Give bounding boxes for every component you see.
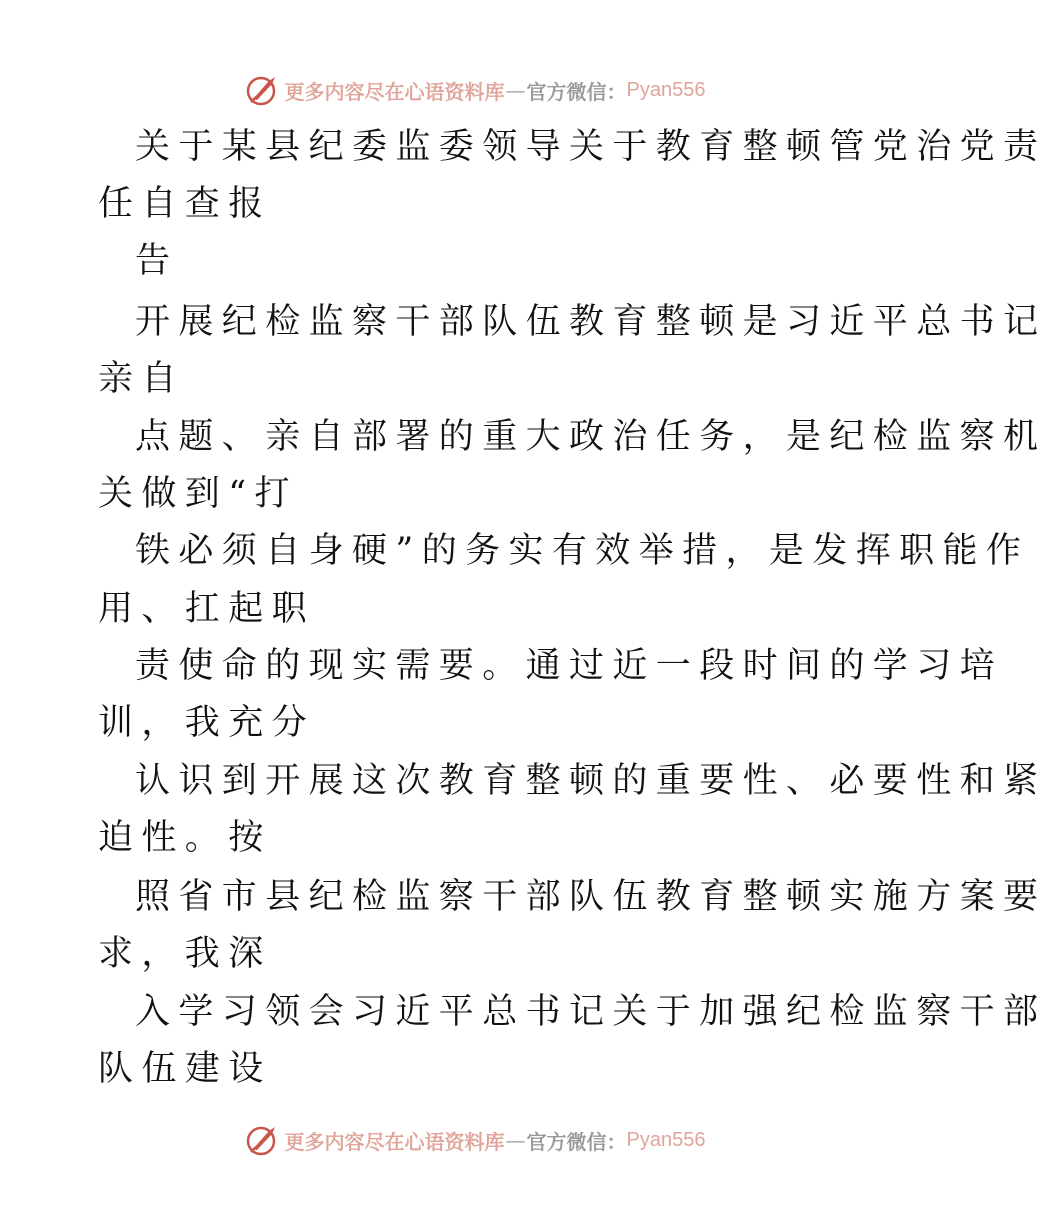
doc-text-line: 训，我充分 (98, 703, 316, 743)
doc-text-line: 入学习领会习近平总书记关于加强纪检监察干部 (135, 992, 1046, 1032)
doc-text-line: 迫性。按 (98, 818, 272, 858)
doc-title-line: 关于某县纪委监委领导关于教育整顿管党治党责 (135, 127, 1046, 167)
watermark-wechat-label: 官方微信： (526, 79, 627, 104)
footer-watermark (0, 1120, 950, 1160)
doc-text-line: 点题、亲自部署的重大政治任务，是纪检监察机 (135, 417, 1046, 457)
doc-text-line: 认识到开展这次教育整顿的重要性、必要性和紧 (135, 761, 1046, 801)
doc-text-line: 关做到“打 (98, 474, 298, 514)
doc-text-line: 用、扛起职 (98, 589, 316, 629)
watermark-wechat-label: 官方微信： (526, 1129, 627, 1154)
watermark-separator: — (505, 78, 526, 102)
quill-pen-circle-icon (245, 1123, 281, 1157)
doc-text-line: 责使命的现实需要。通过近一段时间的学习培 (135, 646, 1004, 686)
doc-text-line: 铁必须自身硬”的务实有效举措，是发挥职能作 (135, 531, 1030, 571)
doc-text-line: 求，我深 (98, 934, 272, 974)
quill-pen-circle-icon (245, 73, 281, 107)
watermark-brand: 更多内容尽在心语资料库 (284, 1129, 505, 1154)
watermark-wechat-id: Pyan556 (626, 1128, 706, 1151)
doc-title-line: 告 (135, 241, 179, 281)
header-watermark (0, 70, 950, 110)
watermark-brand: 更多内容尽在心语资料库 (284, 79, 505, 104)
doc-text-line: 照省市县纪检监察干部队伍教育整顿实施方案要 (135, 877, 1046, 917)
doc-text-line: 亲自 (98, 359, 185, 399)
watermark-separator: — (505, 1128, 526, 1152)
doc-title-line: 任自查报 (98, 184, 272, 224)
doc-text-line: 队伍建设 (98, 1049, 272, 1089)
watermark-wechat-id: Pyan556 (626, 78, 706, 101)
doc-text-line: 开展纪检监察干部队伍教育整顿是习近平总书记 (135, 302, 1046, 342)
